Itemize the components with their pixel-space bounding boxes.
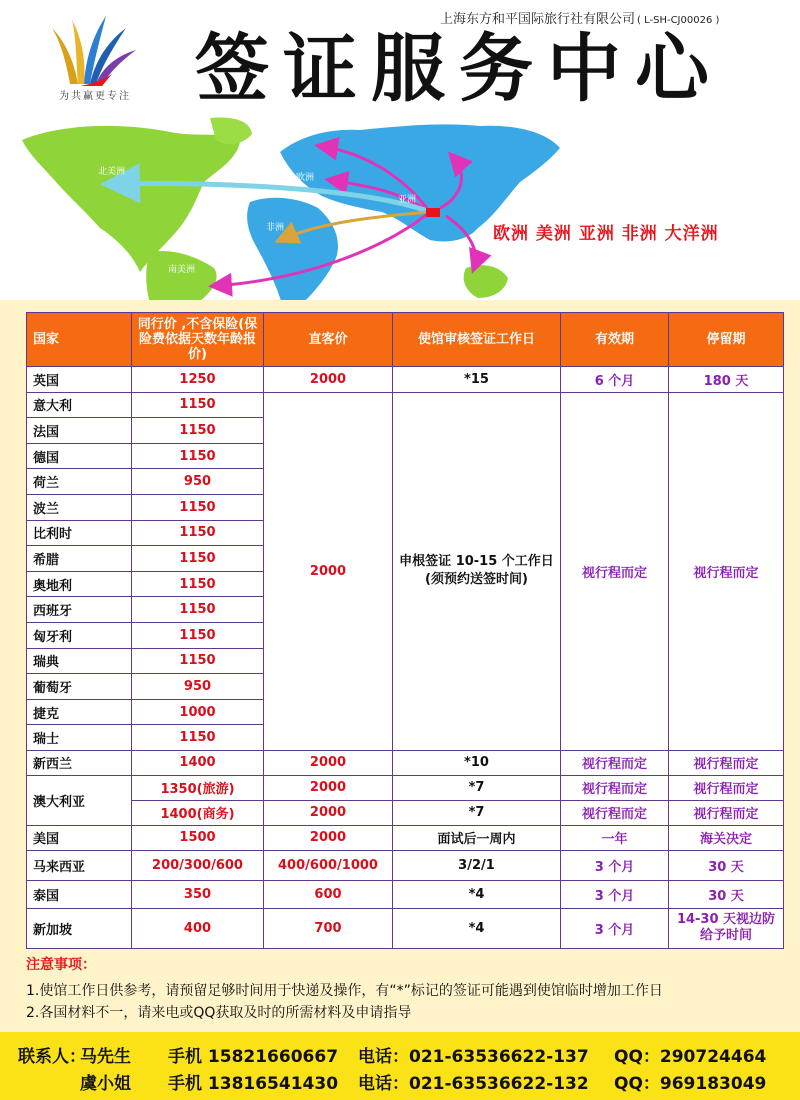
world-map-banner xyxy=(0,112,800,304)
label-europe: 欧洲 xyxy=(296,173,315,183)
processing-cell: 3/2/1 xyxy=(393,850,561,880)
schengen-retail-cell: 2000 xyxy=(264,392,393,750)
table-row xyxy=(27,367,784,393)
validity-cell: 一年 xyxy=(561,825,669,850)
peer-price-cell: 950 xyxy=(132,469,264,495)
retail-price-cell: 2000 xyxy=(264,750,393,775)
retail-price-cell: 600 xyxy=(264,880,393,908)
peer-price-cell: 400 xyxy=(132,908,264,948)
header-peer-price: 同行价 ,不含保险(保险费依据天数年龄报价) xyxy=(132,313,264,367)
label-north-america: 北美洲 xyxy=(98,167,126,177)
country-cell: 瑞典 xyxy=(27,648,132,674)
validity-cell: 3 个月 xyxy=(561,908,669,948)
world-map-icon xyxy=(0,112,800,304)
contact-row-2 xyxy=(18,1069,766,1094)
contact-mobile[interactable]: 手机 15821660667 xyxy=(168,1047,339,1067)
retail-price-cell: 400/600/1000 xyxy=(264,850,393,880)
slogan: 为共赢更专注 xyxy=(59,91,131,102)
label-asia: 亚洲 xyxy=(398,195,417,205)
peer-price-cell: 1150 xyxy=(132,520,264,546)
stay-cell: 视行程而定 xyxy=(669,775,784,800)
retail-price-cell: 2000 xyxy=(264,825,393,850)
peer-price-cell: 1150 xyxy=(132,648,264,674)
header-retail-price: 直客价 xyxy=(264,313,393,367)
peer-price-cell: 200/300/600 xyxy=(132,850,264,880)
peer-price-cell: 1150 xyxy=(132,443,264,469)
notes-title: 注意事项： xyxy=(26,957,96,973)
country-cell: 比利时 xyxy=(27,520,132,546)
retail-price-cell: 700 xyxy=(264,908,393,948)
peer-price-cell: 1150 xyxy=(132,546,264,572)
peer-price-cell: 1000 xyxy=(132,699,264,725)
visa-price-table xyxy=(26,312,784,949)
note-line-2: 2.各国材料不一，请来电或QQ获取及时的所需材料及申请指导 xyxy=(26,1005,412,1021)
country-cell: 匈牙利 xyxy=(27,622,132,648)
stay-cell: 海关决定 xyxy=(669,825,784,850)
retail-price-cell: 2000 xyxy=(264,367,393,393)
processing-cell: *7 xyxy=(393,775,561,800)
country-cell: 意大利 xyxy=(27,392,132,418)
australia-shape xyxy=(464,265,508,298)
peer-price-cell: 1500 xyxy=(132,825,264,850)
country-cell: 德国 xyxy=(27,443,132,469)
contact-qq[interactable]: QQ：969183049 xyxy=(614,1074,767,1094)
country-cell: 美国 xyxy=(27,825,132,850)
country-cell: 西班牙 xyxy=(27,597,132,623)
peer-price-cell: 1150 xyxy=(132,392,264,418)
processing-cell: 面试后一周内 xyxy=(393,825,561,850)
country-cell: 奥地利 xyxy=(27,571,132,597)
header-country: 国家 xyxy=(27,313,132,367)
peer-price-cell: 1350(旅游) xyxy=(132,775,264,800)
header xyxy=(0,0,800,112)
retail-price-cell: 2000 xyxy=(264,800,393,825)
country-cell: 澳大利亚 xyxy=(27,775,132,825)
processing-cell: *15 xyxy=(393,367,561,393)
processing-cell: *10 xyxy=(393,750,561,775)
peer-price-cell: 950 xyxy=(132,674,264,700)
validity-cell: 视行程而定 xyxy=(561,775,669,800)
peer-price-cell: 1150 xyxy=(132,622,264,648)
contact-tel[interactable]: 电话：021-63536622-132 xyxy=(358,1074,589,1094)
country-cell: 马来西亚 xyxy=(27,850,132,880)
stay-cell: 30 天 xyxy=(669,880,784,908)
license-number: ( L-SH-CJ00026 ) xyxy=(637,15,720,26)
validity-cell: 视行程而定 xyxy=(561,750,669,775)
north-america-shape xyxy=(22,126,240,272)
country-cell: 荷兰 xyxy=(27,469,132,495)
validity-cell: 3 个月 xyxy=(561,880,669,908)
contact-qq[interactable]: QQ：290724464 xyxy=(614,1047,767,1067)
page-title: 签证服务中心 xyxy=(195,26,723,112)
schengen-validity-cell: 视行程而定 xyxy=(561,392,669,750)
table-row xyxy=(27,750,784,775)
header-stay: 停留期 xyxy=(669,313,784,367)
africa-shape xyxy=(247,198,338,304)
schengen-stay-cell: 视行程而定 xyxy=(669,392,784,750)
peer-price-cell: 350 xyxy=(132,880,264,908)
processing-cell: *7 xyxy=(393,800,561,825)
stay-cell: 视行程而定 xyxy=(669,750,784,775)
china-flag-icon xyxy=(426,208,440,217)
label-africa: 非洲 xyxy=(266,223,285,233)
table-header-row xyxy=(27,313,784,367)
peer-price-cell: 1400 xyxy=(132,750,264,775)
processing-cell: *4 xyxy=(393,880,561,908)
south-america-shape xyxy=(146,251,216,304)
peer-price-cell: 1150 xyxy=(132,494,264,520)
country-cell: 泰国 xyxy=(27,880,132,908)
stay-cell: 14-30 天视边防给予时间 xyxy=(669,908,784,948)
country-cell: 捷克 xyxy=(27,699,132,725)
contact-footer xyxy=(0,1032,800,1100)
country-cell: 英国 xyxy=(27,367,132,393)
contact-name: 马先生 xyxy=(80,1047,131,1067)
table-row xyxy=(27,825,784,850)
country-cell: 希腊 xyxy=(27,546,132,572)
company-name xyxy=(440,8,719,27)
stay-cell: 视行程而定 xyxy=(669,800,784,825)
contact-label: 联系人： xyxy=(18,1047,86,1067)
company-name-text: 上海东方和平国际旅行社有限公司 xyxy=(440,12,636,27)
country-cell: 新加坡 xyxy=(27,908,132,948)
country-cell: 葡萄牙 xyxy=(27,674,132,700)
validity-cell: 3 个月 xyxy=(561,850,669,880)
header-processing-days: 使馆审核签证工作日 xyxy=(393,313,561,367)
country-cell: 新西兰 xyxy=(27,750,132,775)
table-row xyxy=(27,775,784,800)
peer-price-cell: 1400(商务) xyxy=(132,800,264,825)
peer-price-cell: 1150 xyxy=(132,571,264,597)
table-row xyxy=(27,908,784,948)
contact-tel[interactable]: 电话：021-63536622-137 xyxy=(358,1047,589,1067)
stay-cell: 180 天 xyxy=(669,367,784,393)
table-row xyxy=(27,850,784,880)
label-south-america: 南美洲 xyxy=(168,265,196,275)
table-row xyxy=(27,880,784,908)
contact-row-1 xyxy=(18,1042,766,1067)
country-cell: 法国 xyxy=(27,418,132,444)
continents-banner: 欧洲 美洲 亚洲 非洲 大洋洲 xyxy=(493,224,719,244)
header-validity: 有效期 xyxy=(561,313,669,367)
stay-cell: 30 天 xyxy=(669,850,784,880)
validity-cell: 视行程而定 xyxy=(561,800,669,825)
contact-name: 虞小姐 xyxy=(80,1074,131,1094)
contact-mobile[interactable]: 手机 13816541430 xyxy=(168,1074,339,1094)
schengen-processing-cell: 申根签证 10-15 个工作日(须预约送签时间) xyxy=(393,392,561,750)
table-row xyxy=(27,800,784,825)
peer-price-cell: 1150 xyxy=(132,725,264,751)
notes-section xyxy=(26,954,786,1024)
peer-price-cell: 1150 xyxy=(132,418,264,444)
retail-price-cell: 2000 xyxy=(264,775,393,800)
note-line-1: 1.使馆工作日供参考，请预留足够时间用于快递及操作，有“*”标记的签证可能遇到使馆临时增加工作日 xyxy=(26,983,663,999)
peer-price-cell: 1250 xyxy=(132,367,264,393)
processing-cell: *4 xyxy=(393,908,561,948)
country-cell: 波兰 xyxy=(27,494,132,520)
table-row xyxy=(27,392,784,418)
country-cell: 瑞士 xyxy=(27,725,132,751)
validity-cell: 6 个月 xyxy=(561,367,669,393)
peer-price-cell: 1150 xyxy=(132,597,264,623)
